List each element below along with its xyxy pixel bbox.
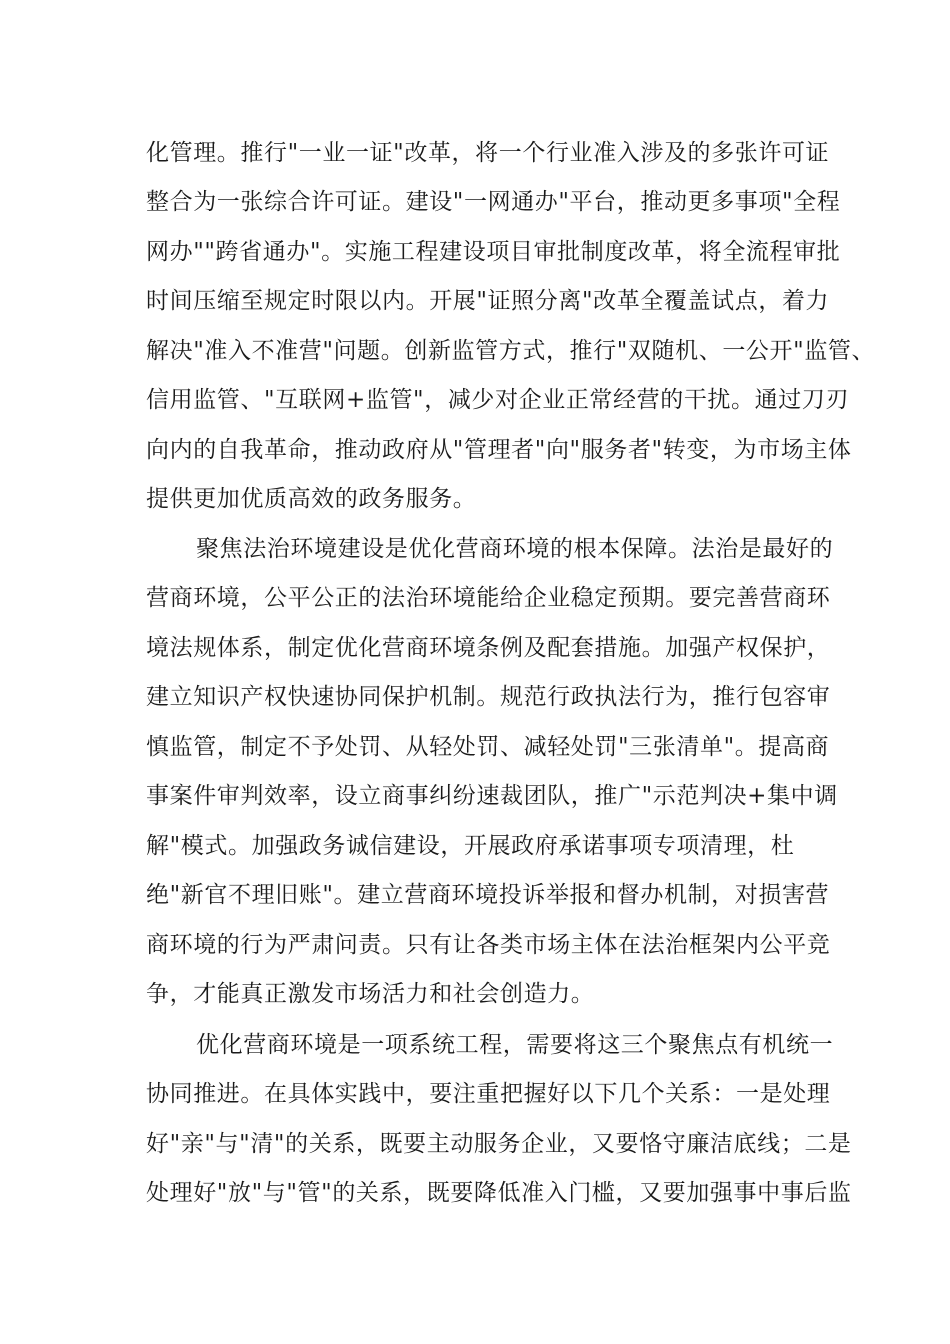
paragraph-start-line: 优化营商环境是一项系统工程，需要将这三个聚焦点有机统一	[196, 1032, 834, 1058]
text-line: 绝"新官不理旧账"。建立营商环境投诉举报和督办机制，对损害营	[146, 882, 830, 908]
paragraph-start-line: 聚焦法治环境建设是优化营商环境的根本保障。法治是最好的	[196, 536, 834, 562]
text-line: 向内的自我革命，推动政府从"管理者"向"服务者"转变，为市场主体	[146, 437, 852, 463]
text-line: 时间压缩至规定时限以内。开展"证照分离"改革全覆盖试点，着力	[146, 288, 830, 314]
text-line: 提供更加优质高效的政务服务。	[146, 486, 477, 512]
text-line: 处理好"放"与"管"的关系，既要降低准入门槛，又要加强事中事后监	[146, 1180, 852, 1206]
text-line: 营商环境，公平公正的法治环境能给企业稳定预期。要完善营商环	[146, 585, 831, 611]
text-line: 化管理。推行"一业一证"改革，将一个行业准入涉及的多张许可证	[146, 140, 830, 166]
text-line: 整合为一张综合许可证。建设"一网通办"平台，推动更多事项"全程	[146, 189, 841, 215]
text-line: 境法规体系，制定优化营商环境条例及配套措施。加强产权保护，	[146, 635, 831, 661]
text-line: 建立知识产权快速协同保护机制。规范行政执法行为，推行包容审	[146, 684, 831, 710]
text-line: 商环境的行为严肃问责。只有让各类市场主体在法治框架内公平竞	[146, 932, 831, 958]
text-line: 网办""跨省通办"。实施工程建设项目审批制度改革，将全流程审批	[146, 239, 841, 265]
text-line: 慎监管，制定不予处罚、从轻处罚、减轻处罚"三张清单"。提高商	[146, 734, 830, 760]
text-line: 解"模式。加强政务诚信建设，开展政府承诺事项专项清理，杜	[146, 833, 795, 859]
text-line: 事案件审判效率，设立商事纠纷速裁团队，推广"示范判决+集中调	[146, 783, 838, 809]
text-line: 协同推进。在具体实践中，要注重把握好以下几个关系：一是处理	[146, 1081, 831, 1107]
text-line: 信用监管、"互联网+监管"，减少对企业正常经营的干扰。通过刀刃	[146, 387, 850, 413]
text-line: 解决"准入不准营"问题。创新监管方式，推行"双随机、一公开"监管、	[146, 338, 876, 364]
text-line: 争，才能真正激发市场活力和社会创造力。	[146, 981, 595, 1007]
text-line: 好"亲"与"清"的关系，既要主动服务企业，又要恪守廉洁底线；二是	[146, 1131, 852, 1157]
